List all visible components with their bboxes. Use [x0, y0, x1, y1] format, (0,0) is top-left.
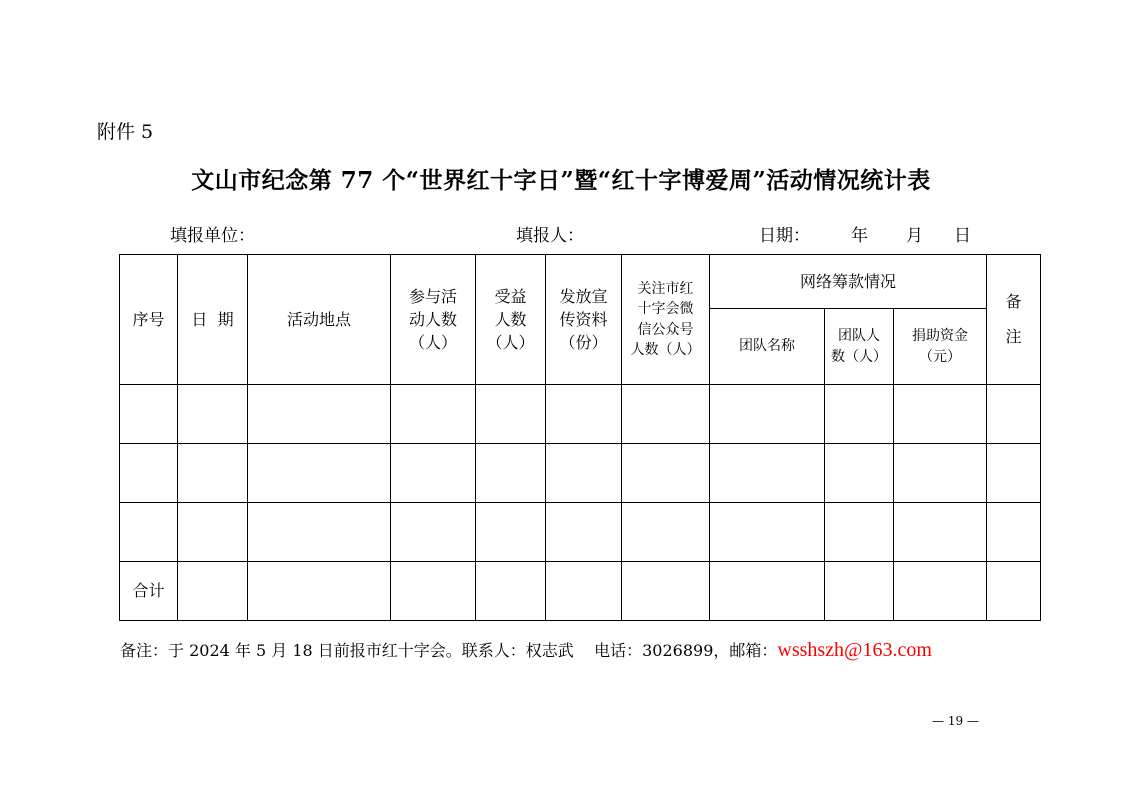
total-row	[120, 562, 1041, 621]
statistics-table	[119, 254, 1041, 621]
header-place: 活动地点	[248, 255, 391, 385]
date-label: 日期：	[759, 226, 810, 246]
footnote	[120, 638, 932, 662]
header-materials: 发放宣 传资料 （份）	[546, 255, 622, 385]
header-donation: 捐助资金 （元）	[894, 309, 987, 385]
header-fundraising: 网络筹款情况	[710, 255, 987, 309]
date-field	[759, 221, 971, 246]
total-label: 合计	[120, 562, 178, 621]
header-participants: 参与活 动人数 （人）	[391, 255, 476, 385]
table-row	[120, 385, 1041, 444]
fill-unit-label: 填报单位：	[170, 226, 255, 246]
table-row	[120, 503, 1041, 562]
filler-label: 填报人：	[516, 226, 584, 246]
footnote-email: wsshszh@163.com	[777, 639, 932, 661]
header-team-size: 团队人 数（人）	[825, 309, 894, 385]
header-team-name: 团队名称	[710, 309, 825, 385]
table-row	[120, 444, 1041, 503]
page-number: — 19 —	[932, 714, 979, 728]
date-day: 日	[954, 226, 971, 246]
date-year: 年	[851, 226, 868, 246]
header-remarks: 备 注	[987, 255, 1041, 385]
attachment-label: 附件 5	[97, 121, 154, 143]
header-wechat: 关注市红 十字会微 信公众号 人数（人）	[622, 255, 710, 385]
header-date: 日 期	[178, 255, 248, 385]
footnote-text: 备注：于 2024 年 5 月 18 日前报市红十字会。联系人：权志武 电话：3026899，邮箱：	[120, 641, 778, 660]
header-seq: 序号	[120, 255, 178, 385]
page-title: 文山市纪念第 77 个“世界红十字日”暨“红十字博爱周”活动情况统计表	[191, 167, 931, 194]
date-month: 月	[906, 226, 923, 246]
header-beneficiaries: 受益 人数 （人）	[476, 255, 546, 385]
